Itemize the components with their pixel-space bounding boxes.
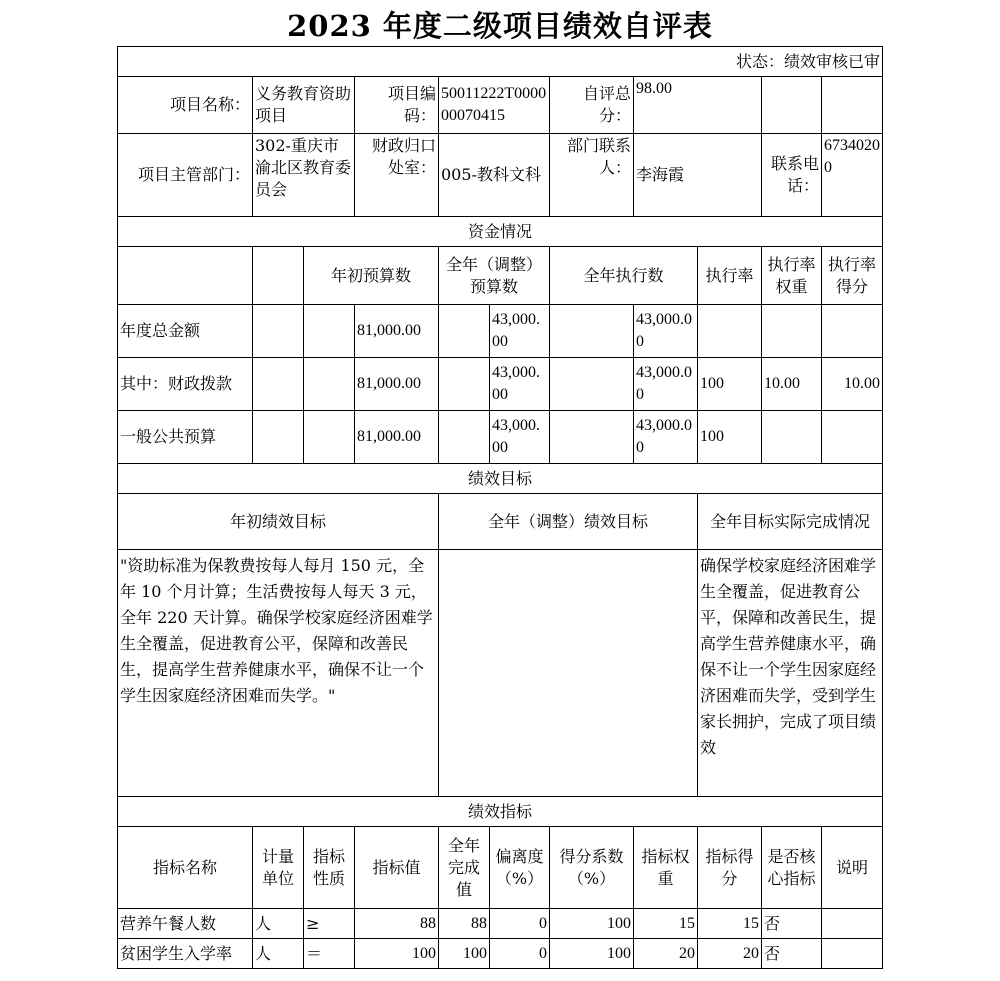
ind-actual: 100 [439,939,490,969]
ind-header-unit: 计量单位 [253,827,304,909]
goals-header-actual: 全年目标实际完成情况 [698,494,883,550]
funds-adjusted: 43,000.00 [490,305,550,358]
self-evaluation-table [117,46,883,969]
ind-header-name: 指标名称 [118,827,253,909]
funds-header-rate: 执行率 [698,247,762,305]
funds-header-score: 执行率得分 [822,247,883,305]
funds-weight: 10.00 [762,358,822,411]
ind-nature: ≥ [304,909,355,939]
ind-note [822,939,883,969]
funds-score [822,411,883,464]
funds-score [822,305,883,358]
table-row [118,358,883,411]
funds-rate [698,305,762,358]
table-row [118,305,883,358]
table-row [118,909,883,939]
phone-label: 联系电话： [762,134,822,217]
funds-row-label: 其中：财政拨款 [118,358,253,411]
indicators-section-title: 绩效指标 [118,797,883,827]
ind-deviation: 0 [490,909,550,939]
funds-initial: 81,000.00 [355,358,439,411]
empty-cell [304,305,355,358]
ind-header-score: 指标得分 [698,827,762,909]
project-code-value: 50011222T000000070415 [439,77,550,134]
empty-cell [822,77,883,134]
goals-initial-text: "资助标准为保教费按每人每月 150 元，全年 10 个月计算；生活费按每人每天 3 元，全年 220 天计算。确保学校家庭经济困难学生全覆盖，促进教育公平，保障和改善民生，提高学生营养健康水平，确保不让一个学生因家庭经济困难而失学。" [118,550,439,797]
empty-cell [304,411,355,464]
empty-cell [439,358,490,411]
ind-header-note: 说明 [822,827,883,909]
ind-score: 15 [698,909,762,939]
table-row [118,411,883,464]
contact-value: 李海霞 [634,134,762,217]
ind-header-coef: 得分系数（%） [550,827,634,909]
ind-weight: 20 [634,939,698,969]
ind-header-actual: 全年完成值 [439,827,490,909]
funds-header-adjusted: 全年（调整）预算数 [439,247,550,305]
contact-label: 部门联系人： [550,134,634,217]
funds-executed: 43,000.00 [634,411,698,464]
funds-adjusted: 43,000.00 [490,358,550,411]
ind-header-weight: 指标权重 [634,827,698,909]
goals-header-initial: 年初绩效目标 [118,494,439,550]
funds-section-title: 资金情况 [118,217,883,247]
self-score-value: 98.00 [634,77,762,134]
ind-target: 88 [355,909,439,939]
funds-header-weight: 执行率权重 [762,247,822,305]
funds-row-label: 年度总金额 [118,305,253,358]
ind-name: 贫困学生入学率 [118,939,253,969]
empty-cell [253,305,304,358]
funds-executed: 43,000.00 [634,358,698,411]
ind-unit: 人 [253,939,304,969]
ind-actual: 88 [439,909,490,939]
ind-header-nature: 指标性质 [304,827,355,909]
funds-header-executed: 全年执行数 [550,247,698,305]
goals-actual-text: 确保学校家庭经济困难学生全覆盖，促进教育公平，保障和改善民生，提高学生营养健康水平，确保不让一个学生因家庭经济困难而失学，受到学生家长拥护，完成了项目绩效 [698,550,883,797]
project-name-value: 义务教育资助项目 [253,77,355,134]
project-code-label: 项目编码： [355,77,439,134]
goals-adjusted-text [439,550,698,797]
ind-name: 营养午餐人数 [118,909,253,939]
ind-coef: 100 [550,909,634,939]
empty-cell [253,411,304,464]
dept-value: 302-重庆市渝北区教育委员会 [253,134,355,217]
self-score-label: 自评总分： [550,77,634,134]
empty-cell [550,305,634,358]
funds-initial: 81,000.00 [355,411,439,464]
dept-label: 项目主管部门： [118,134,253,217]
empty-cell [762,77,822,134]
ind-header-deviation: 偏离度（%） [490,827,550,909]
funds-row-label: 一般公共预算 [118,411,253,464]
ind-target: 100 [355,939,439,969]
office-value: 005-教科文科 [439,134,550,217]
empty-cell [253,247,304,305]
funds-initial: 81,000.00 [355,305,439,358]
ind-core: 否 [762,909,822,939]
ind-weight: 15 [634,909,698,939]
funds-score: 10.00 [822,358,883,411]
ind-coef: 100 [550,939,634,969]
ind-note [822,909,883,939]
ind-core: 否 [762,939,822,969]
empty-cell [253,358,304,411]
ind-header-core: 是否核心指标 [762,827,822,909]
office-label: 财政归口处室： [355,134,439,217]
empty-cell [550,411,634,464]
status-text: 状态：绩效审核已审 [118,47,883,77]
phone-value: 67340200 [822,134,883,217]
ind-nature: ＝ [304,939,355,969]
page-title: 2023 年度二级项目绩效自评表 [287,9,713,43]
ind-score: 20 [698,939,762,969]
ind-header-target: 指标值 [355,827,439,909]
empty-cell [439,305,490,358]
funds-rate: 100 [698,411,762,464]
funds-executed: 43,000.00 [634,305,698,358]
funds-weight [762,305,822,358]
funds-adjusted: 43,000.00 [490,411,550,464]
ind-unit: 人 [253,909,304,939]
empty-cell [439,411,490,464]
funds-weight [762,411,822,464]
empty-cell [550,358,634,411]
empty-cell [118,247,253,305]
ind-deviation: 0 [490,939,550,969]
funds-header-initial: 年初预算数 [304,247,439,305]
table-row [118,939,883,969]
empty-cell [304,358,355,411]
project-name-label: 项目名称： [118,77,253,134]
goals-section-title: 绩效目标 [118,464,883,494]
goals-header-adjusted: 全年（调整）绩效目标 [439,494,698,550]
funds-rate: 100 [698,358,762,411]
